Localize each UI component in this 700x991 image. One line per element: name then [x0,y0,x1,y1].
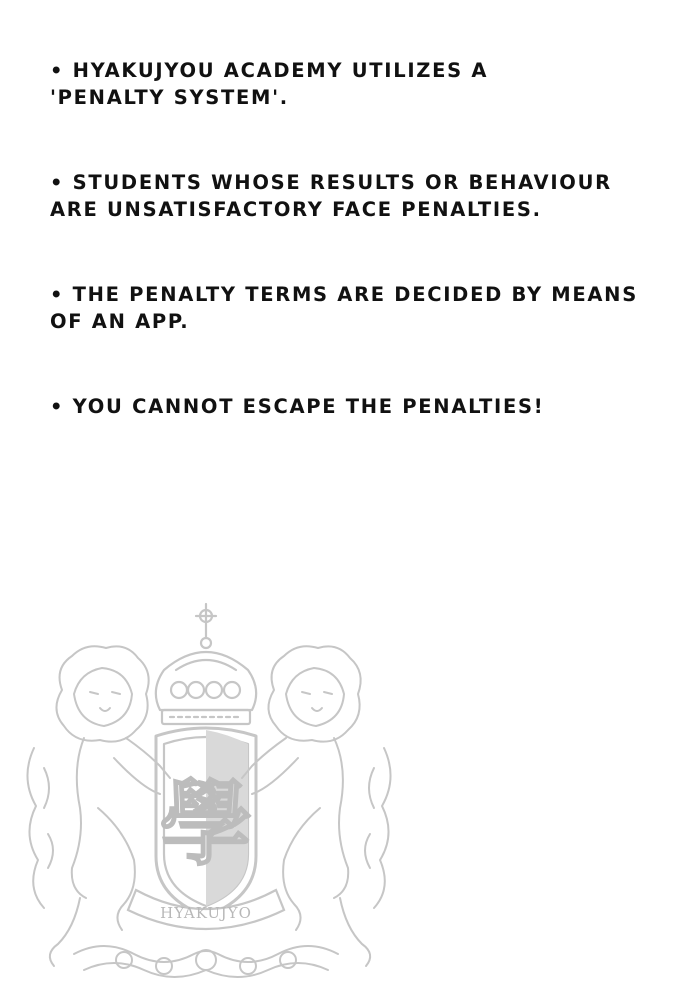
rule-penalty-app: • THE PENALTY TERMS ARE DECIDED BY MEANS OF AN APP. [50,283,638,333]
academy-crest-icon [14,598,404,988]
rule-students-penalties: • STUDENTS WHOSE RESULTS OR BEHAVIOUR ARE UNSATISFACTORY FACE PENALTIES. [50,171,612,221]
rule-penalty-system: • HYAKUJYOU ACADEMY UTILIZES A 'PENALTY SYSTEM'. [50,59,489,109]
crest-motto: HYAKUJYO [160,904,252,922]
rule-cannot-escape: • YOU CANNOT ESCAPE THE PENALTIES! [50,395,545,418]
crest-emblem-char: 學 [159,770,253,878]
